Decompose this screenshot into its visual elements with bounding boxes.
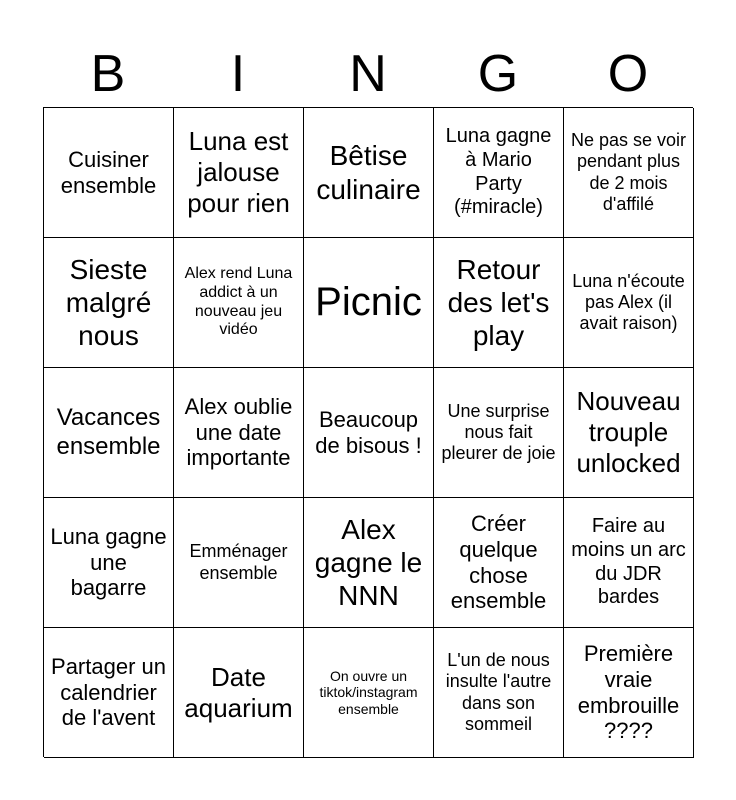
bingo-cell[interactable]: Bêtise culinaire xyxy=(304,108,434,238)
bingo-cell[interactable]: Faire au moins un arc du JDR bardes xyxy=(564,498,694,628)
header-letter-n: N xyxy=(349,45,387,103)
bingo-cell[interactable]: Emménager ensemble xyxy=(174,498,304,628)
bingo-cell[interactable]: L'un de nous insulte l'autre dans son sommeil xyxy=(434,628,564,758)
bingo-cell[interactable]: Date aquarium xyxy=(174,628,304,758)
bingo-cell[interactable]: Sieste malgré nous xyxy=(44,238,174,368)
header-letter-i: I xyxy=(230,45,246,103)
header-letter-b: B xyxy=(90,45,126,103)
bingo-cell[interactable]: Luna gagne une bagarre xyxy=(44,498,174,628)
bingo-cell[interactable]: Beaucoup de bisous ! xyxy=(304,368,434,498)
bingo-cell[interactable]: Cuisiner ensemble xyxy=(44,108,174,238)
bingo-cell[interactable]: Luna gagne à Mario Party (#miracle) xyxy=(434,108,564,238)
bingo-cell[interactable]: Une surprise nous fait pleurer de joie xyxy=(434,368,564,498)
bingo-cell[interactable]: Partager un calendrier de l'avent xyxy=(44,628,174,758)
bingo-cell[interactable]: Alex rend Luna addict à un nouveau jeu vidéo xyxy=(174,238,304,368)
bingo-cell[interactable]: Nouveau trouple unlocked xyxy=(564,368,694,498)
bingo-cell[interactable]: Vacances ensemble xyxy=(44,368,174,498)
bingo-grid xyxy=(43,107,693,757)
bingo-cell[interactable]: Créer quelque chose ensemble xyxy=(434,498,564,628)
bingo-cell[interactable]: Retour des let's play xyxy=(434,238,564,368)
bingo-cell-free[interactable]: Picnic xyxy=(304,238,434,368)
bingo-cell[interactable]: Luna n'écoute pas Alex (il avait raison) xyxy=(564,238,694,368)
header-letter-g: G xyxy=(477,45,519,103)
bingo-header xyxy=(43,40,693,108)
header-letter-o: O xyxy=(607,45,649,103)
bingo-cell[interactable]: On ouvre un tiktok/instagram ensemble xyxy=(304,628,434,758)
bingo-cell[interactable]: Première vraie embrouille ???? xyxy=(564,628,694,758)
bingo-cell[interactable]: Ne pas se voir pendant plus de 2 mois d'affilé xyxy=(564,108,694,238)
bingo-cell[interactable]: Alex gagne le NNN xyxy=(304,498,434,628)
bingo-cell[interactable]: Alex oublie une date importante xyxy=(174,368,304,498)
bingo-cell[interactable]: Luna est jalouse pour rien xyxy=(174,108,304,238)
